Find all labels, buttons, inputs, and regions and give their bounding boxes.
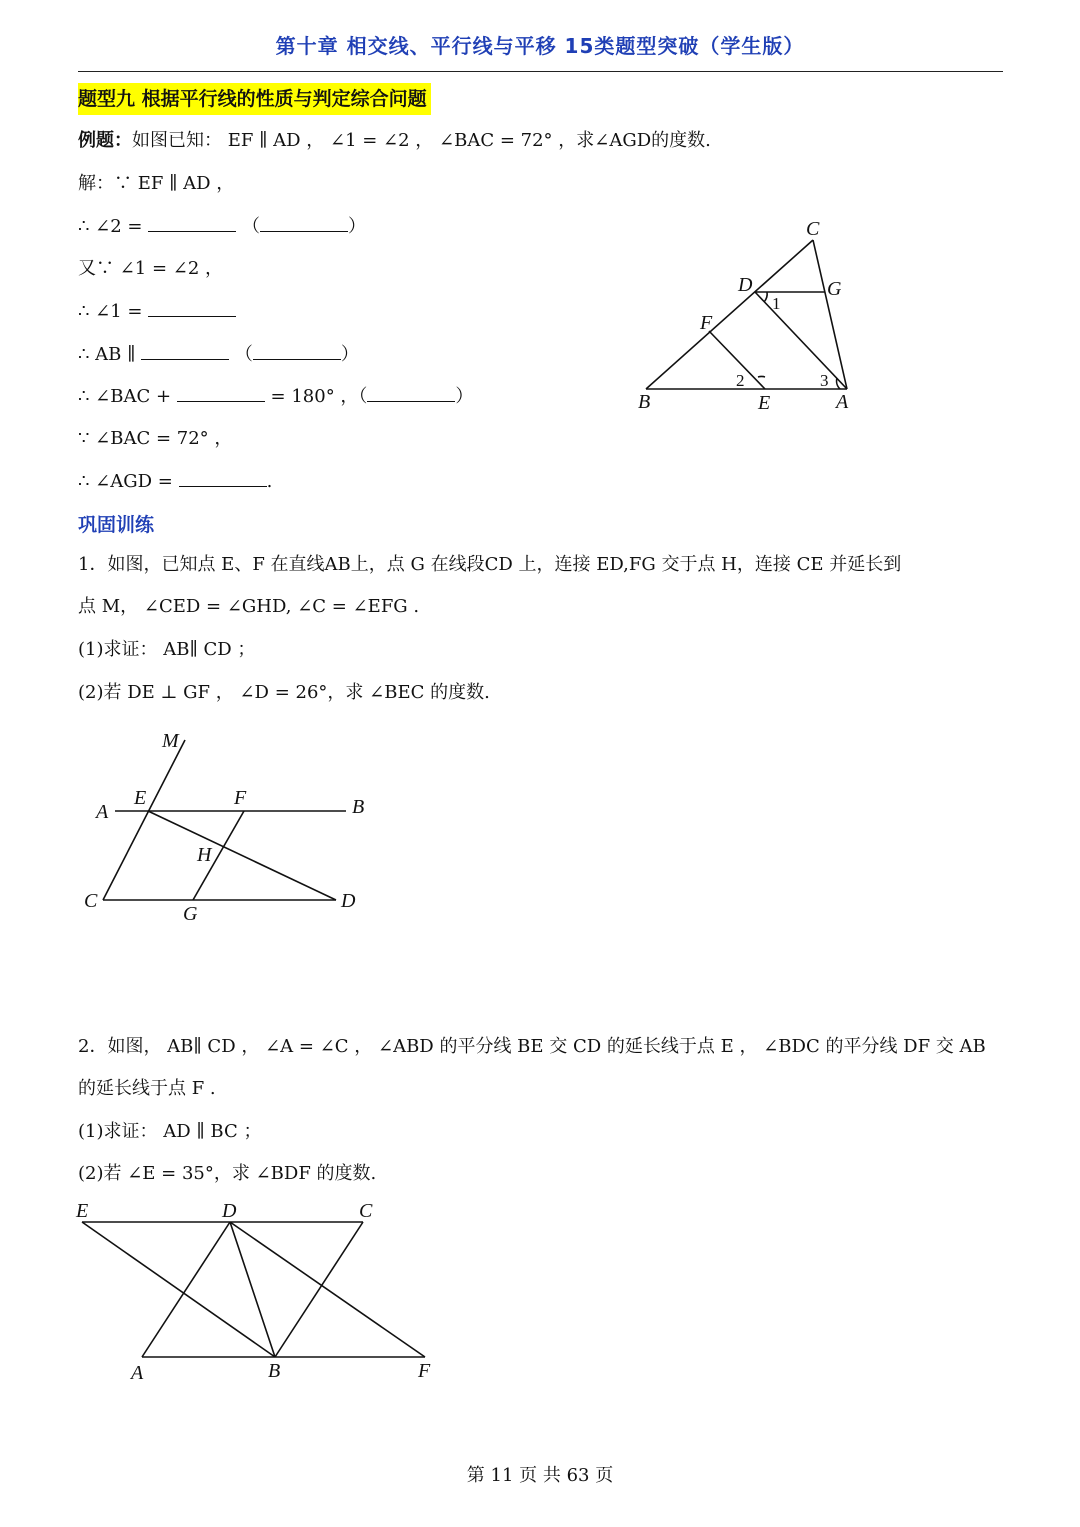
q1-part-2: (2)若 DE ⊥ GF ， ∠D = 26°，求 ∠BEC 的度数. [78, 682, 490, 703]
solution-text: ∴ ∠BAC + [78, 386, 172, 407]
q2-part-1: (1)求证： AD ∥ BC ； [78, 1121, 262, 1142]
point-label-M: M [162, 730, 179, 752]
point-label-A: A [836, 391, 849, 413]
segment-DB [230, 1222, 275, 1357]
example-problem [78, 128, 711, 154]
answer-blank[interactable] [179, 468, 267, 487]
angle-label-2: 2 [736, 371, 745, 390]
reason-blank[interactable] [367, 383, 455, 402]
angle-label-3: 3 [820, 371, 829, 390]
example-triangle-figure [630, 212, 870, 417]
answer-blank[interactable] [177, 383, 265, 402]
point-label-E: E [134, 787, 147, 809]
solution-text: . [266, 471, 273, 492]
q1-figure [78, 722, 378, 927]
solution-text: ） [340, 344, 359, 365]
q2-line-2: 的延长线于点 F . [78, 1078, 216, 1099]
point-label-D: D [738, 274, 753, 296]
segment-BC [646, 240, 813, 389]
q1-part-1: (1)求证： AB∥ CD ； [78, 639, 256, 660]
answer-blank[interactable] [148, 298, 236, 317]
point-label-B: B [352, 796, 365, 818]
q2-line-1: 2．如图， AB∥ CD ， ∠A = ∠C ， ∠ABD 的平分线 BE 交 CD 的延长线于点 E ， ∠BDC 的平分线 DF 交 AB [78, 1036, 986, 1057]
point-label-C: C [359, 1200, 373, 1222]
point-label-G: G [827, 278, 842, 300]
segment-DF [230, 1222, 425, 1357]
segment-CA [813, 240, 847, 389]
example-text: 如图已知： EF ∥ AD ， ∠1 = ∠2 ， ∠BAC = 72° ，求∠AGD的度数. [132, 130, 711, 151]
reason-blank[interactable] [260, 213, 348, 232]
q1-line-1: 1．如图，已知点 E、F 在直线AB上，点 G 在线段CD 上，连接 ED,FG 交于点 H，连接 CE 并延长到 [78, 554, 902, 575]
solution-text: ） [347, 216, 366, 237]
solution-line-6 [78, 383, 473, 410]
solution-line-7: ∵ ∠BAC = 72° ， [78, 428, 233, 449]
solution-line-3: 又∵ ∠1 = ∠2 ， [78, 258, 224, 279]
solution-line-1: 解：∵ EF ∥ AD ， [78, 173, 235, 194]
document-header-title: 第十章 相交线、平行线与平移 15类题型突破（学生版） [275, 34, 805, 58]
point-label-E: E [76, 1200, 89, 1222]
point-label-H: H [197, 844, 212, 866]
angle-label-1: 1 [772, 294, 781, 313]
point-label-C: C [84, 890, 98, 912]
header-divider [78, 71, 1003, 72]
point-label-F: F [234, 787, 247, 809]
solution-line-8 [78, 468, 272, 495]
point-label-B: B [268, 1360, 281, 1382]
practice-heading: 巩固训练 [78, 514, 155, 536]
point-label-B: B [638, 391, 651, 413]
solution-text: （ [241, 216, 260, 237]
point-label-D: D [222, 1200, 237, 1222]
point-label-F: F [700, 312, 713, 334]
point-label-D: D [341, 890, 356, 912]
q2-figure [70, 1195, 450, 1390]
solution-text: ） [455, 386, 474, 407]
section-title: 题型九 根据平行线的性质与判定综合问题 [78, 83, 431, 115]
q1-line-2: 点 M， ∠CED = ∠GHD, ∠C = ∠EFG . [78, 596, 420, 617]
solution-text: ∴ ∠AGD = [78, 471, 173, 492]
solution-text: ∴ ∠1 = [78, 301, 143, 322]
solution-text: ∴ ∠2 = [78, 216, 143, 237]
solution-text: （ [234, 344, 253, 365]
point-label-E: E [758, 392, 771, 414]
solution-text: = 180° ，（ [270, 386, 368, 407]
point-label-C: C [806, 218, 820, 240]
segment-EB [82, 1222, 275, 1357]
segment-DA [755, 292, 847, 389]
point-label-A: A [131, 1362, 144, 1384]
segment-BC [275, 1222, 363, 1357]
answer-blank[interactable] [141, 341, 229, 360]
point-label-F: F [418, 1360, 431, 1382]
angle-2-arc [758, 376, 765, 377]
q2-part-2: (2)若 ∠E = 35°，求 ∠BDF 的度数. [78, 1163, 377, 1184]
line-CM [103, 740, 185, 900]
angle-1-arc [764, 292, 767, 302]
solution-line-5 [78, 341, 359, 368]
solution-line-2 [78, 213, 366, 240]
reason-blank[interactable] [253, 341, 341, 360]
solution-text: ∴ AB ∥ [78, 344, 136, 365]
answer-blank[interactable] [148, 213, 236, 232]
point-label-A: A [96, 801, 109, 823]
example-label: 例题： [78, 130, 132, 151]
segment-ED [148, 811, 336, 900]
point-label-G: G [183, 903, 198, 925]
page-number-footer: 第 11 页 共 63 页 [466, 1465, 614, 1486]
segment-AD [142, 1222, 230, 1357]
solution-line-4 [78, 298, 236, 325]
